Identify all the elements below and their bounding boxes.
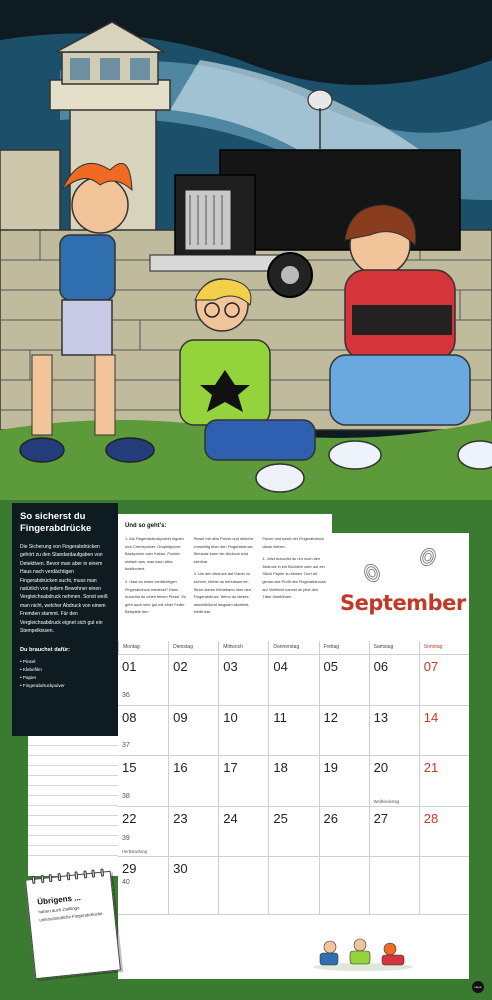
note-line <box>28 766 118 776</box>
day-cell <box>419 807 469 857</box>
day-number: 12 <box>323 709 338 725</box>
week-number: 36 <box>122 691 130 699</box>
note-line <box>28 816 118 826</box>
day-number: 03 <box>223 659 238 674</box>
notepad-card <box>25 871 121 979</box>
info-body: Die Sicherung von Fingerabdrücken gehört zu den Standardaufgaben von Detektiven. Bevor man aber in einem Haus nach verdächtigen Fingerabdrücken sucht, muss man natürlich von jedem Bewohner einen Vergleichsabdruck nehmen. Sonst weiß man nicht, welcher Abdruck von einem Fremden stammt. Für den Vergleichsabdruck eignet sich gut ein Stempelkissen. <box>20 544 108 635</box>
day-cell <box>118 807 168 857</box>
week-row <box>118 706 469 757</box>
instructions-title: Und so geht's: <box>125 523 167 529</box>
day-number: 25 <box>273 810 288 826</box>
day-cell <box>218 655 268 705</box>
day-number: 14 <box>423 709 439 725</box>
note-line <box>28 746 118 756</box>
week-row <box>118 807 469 858</box>
week-number: 38 <box>122 792 130 800</box>
note-line <box>28 826 118 836</box>
day-number: 18 <box>273 760 288 775</box>
day-cell <box>419 655 469 705</box>
day-number: 08 <box>122 709 137 725</box>
day-number: 02 <box>173 659 188 674</box>
day-number: 22 <box>122 810 137 826</box>
day-number: 28 <box>423 810 439 826</box>
needs-title: Du brauchst dafür: <box>20 647 71 654</box>
day-cell <box>168 655 218 705</box>
note-line <box>28 736 118 746</box>
day-cell <box>218 857 268 914</box>
month-header <box>332 533 469 633</box>
day-number: 01 <box>122 659 137 674</box>
note-line <box>28 806 118 816</box>
day-cell <box>369 807 419 857</box>
day-number: 20 <box>373 760 389 775</box>
day-number: 17 <box>223 760 238 775</box>
day-number: 05 <box>323 659 338 674</box>
holiday-label: Herbstanfang <box>122 849 148 854</box>
day-cell <box>369 857 419 914</box>
day-cell <box>319 756 369 806</box>
week-number: 40 <box>122 879 130 886</box>
day-cell <box>369 756 419 806</box>
note-line <box>28 796 118 806</box>
instructions-column <box>262 535 326 621</box>
weekday-wednesday: Mittwoch <box>218 641 268 654</box>
day-cell <box>369 706 419 756</box>
day-cell <box>118 706 168 756</box>
day-number: 23 <box>173 810 188 826</box>
day-cell <box>168 807 218 857</box>
day-cell <box>118 756 168 806</box>
day-cell <box>419 706 469 756</box>
day-number: 10 <box>223 709 238 725</box>
day-number: 11 <box>273 709 287 725</box>
day-cell <box>419 756 469 806</box>
day-cell <box>319 807 369 857</box>
weekday-tuesday: Dienstag <box>168 641 218 654</box>
info-panel <box>12 503 118 736</box>
needs-item: • Papier <box>20 675 37 681</box>
holiday-label: Weltkindertag <box>373 798 400 804</box>
day-number: 29 <box>122 861 137 876</box>
day-cell <box>168 857 218 914</box>
footer-credits: Grafik © Fittler · Rieke/Naumann · © 2023 Heye Verlag · www.heye-kalender.de <box>320 976 412 979</box>
day-cell <box>319 857 369 914</box>
week-row <box>118 655 469 706</box>
weekday-sunday: Sonntag <box>419 641 469 654</box>
day-number: 26 <box>323 810 338 826</box>
day-number: 04 <box>273 659 288 674</box>
notepad-title: Übrigens ... <box>36 893 82 907</box>
day-number: 30 <box>173 861 188 876</box>
day-cell <box>218 807 268 857</box>
instruction-step: 3. Um den Abdruck auf Dauer zu sichern, klebst du behutsam ein Stück klares Klebeband über den Fingerabdruck. Wenn du dieses anschließend langsam abziehst, bleibt das <box>193 571 251 615</box>
day-cell <box>218 706 268 756</box>
info-title: So sicherst du Fingerabdrücke <box>20 511 92 534</box>
day-number: 15 <box>122 760 137 775</box>
fingerprint-icon <box>332 533 469 593</box>
instruction-step: Pinsel mit dem Pulver und streiche vorsichtig über den Fingerabdruck. Steusalz kann der Abdruck wird sichtbar. <box>193 536 254 564</box>
instruction-step: 4. Jetzt brauchst du nur noch den Abdruck in ein Büchlein oder auf ein Stück Papier zu kleben. Dort dir genau das Profil des Fingerabdrucks an! Vielleicht kannst du jetzt den Täter überführen. <box>262 556 326 600</box>
day-cell <box>369 655 419 705</box>
needs-item: • Fingerabdruckpulver <box>20 683 65 689</box>
needs-item: • Pinsel <box>20 659 36 665</box>
notepad-text: haben auch Zwillinge unterschiedliche Fingerabdrücke. <box>38 905 104 923</box>
instruction-step: 1. Als Fingerabdruckpulver eignen sich Cremepulver, Graphitpulver, Backpulver oder Kakao. Probier einfach aus, was nach alles funktioniert. <box>125 536 184 572</box>
day-number: 16 <box>173 760 188 775</box>
day-number: 06 <box>373 659 389 674</box>
note-line <box>28 776 118 786</box>
weekday-saturday: Samstag <box>369 641 419 654</box>
note-line <box>28 846 118 856</box>
month-title: September <box>340 591 466 615</box>
day-cell <box>168 706 218 756</box>
week-number: 37 <box>122 742 130 749</box>
week-number: 39 <box>122 835 130 842</box>
day-cell <box>268 807 318 857</box>
day-cell <box>218 756 268 806</box>
note-line <box>28 786 118 796</box>
publisher-logo: Heye <box>472 981 484 993</box>
week-row <box>118 857 469 915</box>
day-cell <box>319 706 369 756</box>
notes-area <box>28 736 118 876</box>
note-line <box>28 756 118 766</box>
calendar-grid <box>118 641 469 979</box>
day-cell <box>268 857 318 914</box>
instructions-box <box>118 514 332 634</box>
day-number: 21 <box>423 760 439 775</box>
day-cell <box>118 655 168 705</box>
note-line <box>28 836 118 846</box>
day-number: 19 <box>323 760 338 775</box>
day-number: 09 <box>173 709 188 725</box>
day-number: 07 <box>423 659 439 674</box>
day-cell <box>268 756 318 806</box>
day-number: 27 <box>373 810 389 826</box>
day-number: 24 <box>223 810 238 826</box>
day-cell <box>168 756 218 806</box>
day-cell <box>268 706 318 756</box>
instruction-step: 2. Hast du einen verdächtigen Fingerabdruck entdeckt? Dann brauchst du einen feinen Pinsel. Es geht auch sehr gut mit einer Feder. Beispiele den <box>125 578 186 615</box>
day-cell <box>118 857 168 914</box>
weekday-friday: Freitag <box>319 641 369 654</box>
needs-item: • Klebefilm <box>20 667 42 673</box>
week-row <box>118 756 469 807</box>
kids-mini-illustration <box>308 933 418 973</box>
instructions-column <box>125 535 189 621</box>
day-cell <box>419 857 469 914</box>
instructions-column <box>194 535 258 621</box>
day-cell <box>268 655 318 705</box>
weekday-monday: Montag <box>118 641 168 654</box>
weekday-header <box>118 641 469 655</box>
instruction-step: Pulver und somit der Fingerabdruck daran kleben. <box>262 536 324 549</box>
instructions-columns <box>125 535 326 621</box>
weekday-thursday: Donnerstag <box>268 641 318 654</box>
day-number: 13 <box>373 709 389 725</box>
day-cell <box>319 655 369 705</box>
